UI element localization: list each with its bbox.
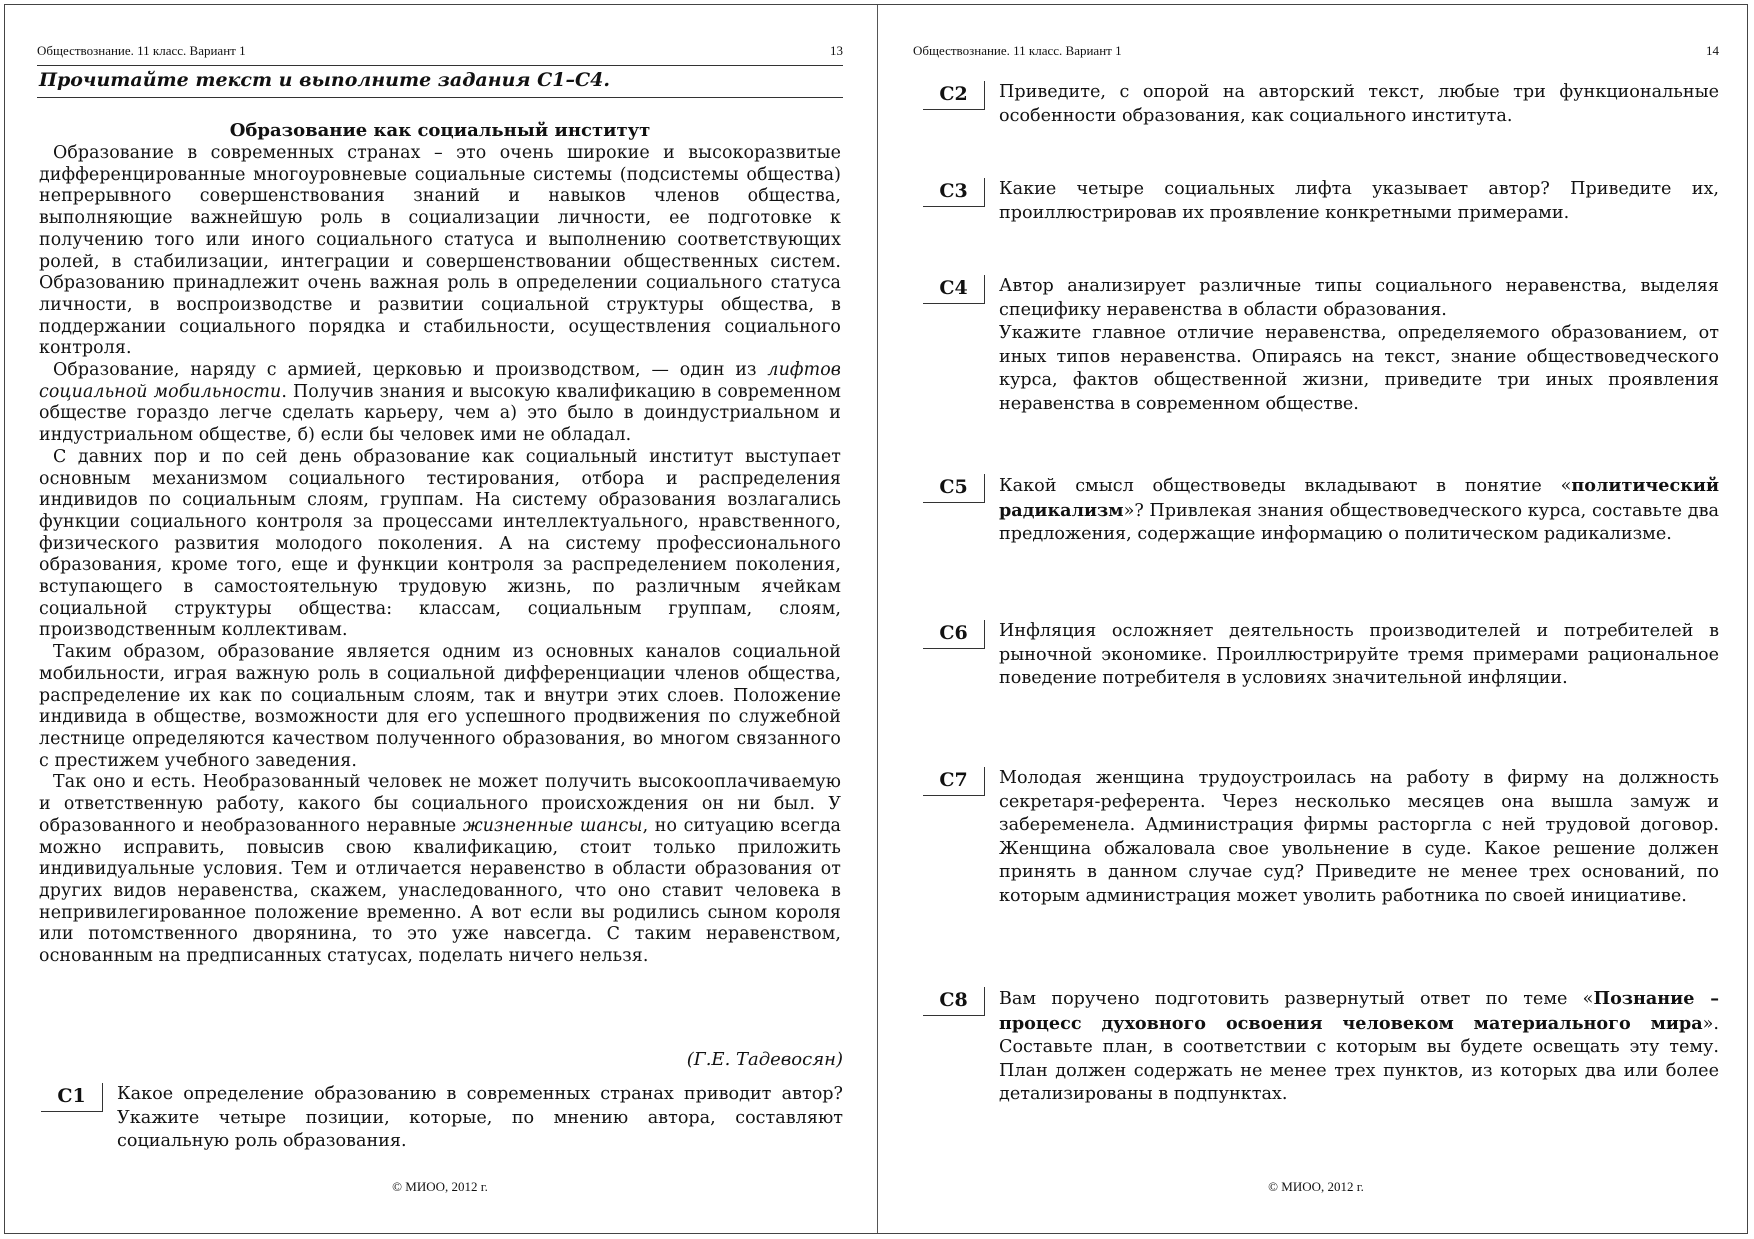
article-author: (Г.Е. Тадевосян)	[686, 1049, 843, 1070]
paragraph: С давних пор и по сей день образование как социальный институт выступает основным механизмом социального тестирования, отбора и распределения индивидов по социальным слоям, группам. На систему образования возлагались функции социального контроля за процессами интеллектуального, нравственного, физического развития молодого поколения. А на систему профессионального образования, кроме того, еще и функции контроля за распределением поколения, вступающего в самостоятельную трудовую жизнь, по различным ячейкам социальной структуры общества: классам, социальным группам, слоям, производственным коллективам.	[39, 446, 841, 641]
article-body	[39, 143, 841, 968]
task-c5	[913, 474, 1719, 547]
italic-term: лифтов социальной мобильности	[39, 360, 841, 402]
task-c3	[913, 178, 1719, 225]
header-title: Обществознание. 11 класс. Вариант 1	[913, 43, 1122, 58]
task-code: С6	[923, 620, 985, 649]
task-text: Какое определение образованию в современных странах приводит автор? Укажите четыре позиции, которые, по мнению автора, составляют социальную роль образования.	[117, 1084, 843, 1151]
task-text: Какой смысл обществоведы вкладывают в понятие «политический радикализм»? Привлекая знания обществоведческого курса, составьте два предложения, содержащие информацию о политическом радикализме.	[999, 475, 1719, 544]
task-text: Молодая женщина трудоустроилась на работу в фирму на должность секретаря-референта. Через несколько месяцев она вышла замуж и забеременела. Администрация фирмы расторгла с ней трудовой договор. Женщина обжаловала свое увольнение в суде. Какое решение должен принять в данном случае суд? Приведите не менее трех оснований, по которым администрация может уволить работника по своей инициативе.	[999, 768, 1719, 906]
task-code: С4	[923, 275, 985, 304]
task-c2	[913, 81, 1719, 128]
task-text: Инфляция осложняет деятельность производителей и потребителей в рыночной экономике. Проиллюстрируйте тремя примерами рациональное поведение потребителя в условиях значительной инфляции.	[999, 621, 1719, 688]
instruction: Прочитайте текст и выполните задания С1–С4.	[39, 69, 610, 91]
article-title: Образование как социальный институт	[229, 120, 651, 141]
task-code: С8	[923, 987, 985, 1016]
task-code: С5	[923, 474, 985, 503]
header-rule	[37, 65, 843, 66]
task-text-line: Укажите главное отличие неравенства, определяемого образованием, от иных типов неравенства. Опираясь на текст, знание обществоведческого курса, фактов общественной жизни, приведите три иных проявления неравенства в современном обществе.	[999, 323, 1719, 414]
task-c4	[913, 275, 1719, 416]
page-footer: © МИОО, 2012 г.	[1268, 1179, 1364, 1194]
task-c1	[37, 1083, 843, 1154]
italic-term: жизненные шансы	[462, 815, 643, 836]
paragraph: Так оно и есть. Необразованный человек не может получить высокооплачиваемую и ответственную работу, какого бы социального происхождения он ни был. У образованного и необразованного неравные жизненные шансы, но ситуацию всегда можно исправить, повысив свою квалификацию, стоит только приложить индивидуальные условия. Тем и отличается неравенство в области образования от других видов неравенства, скажем, унаследованного, что оно ставит человека в непривилегированное положение временно. А вот если вы родились сыном короля или потомственного дворянина, то это уже навсегда. С таким неравенством, основанным на предписанных статусах, поделать ничего нельзя.	[39, 772, 841, 967]
task-text	[999, 275, 1719, 416]
page-number: 13	[830, 43, 843, 58]
task-text: Какие четыре социальных лифта указывает автор? Приведите их, проиллюстрировав их проявление конкретными примерами.	[999, 179, 1719, 223]
task-text-line: Автор анализирует различные типы социального неравенства, выделяя специфику неравенства в области образования.	[999, 276, 1719, 320]
bold-term: политический радикализм	[999, 475, 1719, 521]
paragraph: Образование, наряду с армией, церковью и производством, — один из лифтов социальной мобильности. Получив знания и высокую квалификацию в современном обществе гораздо легче сделать карьеру, чем а) это было в доиндустриальном и индустриальном обществе, б) если бы человек ими не обладал.	[39, 360, 841, 446]
page-footer: © МИОО, 2012 г.	[392, 1179, 488, 1194]
paragraph: Образование в современных странах – это очень широкие и высокоразвитые дифференцированные многоуровневые социальные системы (подсистемы общества) непрерывного совершенствования знаний и навыков членов общества, выполняющие важнейшую роль в социализации личности, ее подготовке к получению того или иного социального статуса и выполнению соответствующих ролей, в стабилизации, интеграции и совершенствовании общественных систем. Образованию принадлежит очень важная роль в определении социального статуса личности, в воспроизводстве и развитии социальной структуры общества, в поддержании социального порядка и стабильности, осуществления социального контроля.	[39, 143, 841, 359]
header-title: Обществознание. 11 класс. Вариант 1	[37, 43, 246, 58]
task-code: С2	[923, 81, 985, 110]
task-code: С7	[923, 767, 985, 796]
task-c7	[913, 767, 1719, 908]
task-c6	[913, 620, 1719, 691]
task-text: Приведите, с опорой на авторский текст, любые три функциональные особенности образования, как социального института.	[999, 82, 1719, 126]
page-number: 14	[1706, 43, 1719, 58]
task-text: Вам поручено подготовить развернутый ответ по теме «Познание – процесс духовного освоения человеком материального мира». Составьте план, в соответствии с которым вы будете освещать эту тему. План должен содержать не менее трех пунктов, из которых два или более детализированы в подпунктах.	[999, 988, 1719, 1104]
task-code: С1	[41, 1083, 103, 1112]
document-spread	[4, 4, 1748, 1234]
running-header	[37, 43, 843, 59]
task-c8	[913, 987, 1719, 1107]
bold-term: Познание – процесс духовного освоения человеком материального мира	[999, 988, 1719, 1034]
task-code: С3	[923, 178, 985, 207]
instruction-rule	[37, 97, 843, 98]
running-header	[913, 43, 1719, 59]
page-divider	[877, 5, 878, 1233]
paragraph: Таким образом, образование является одним из основных каналов социальной мобильности, играя важную роль в социальной дифференциации членов общества, распределение их как по социальным слоям, так и внутри этих слоев. Положение индивида в обществе, возможности для его успешного продвижения по служебной лестнице определяются качеством полученного образования, во многом связанного с престижем учебного заведения.	[39, 642, 841, 771]
page-13	[37, 5, 843, 1233]
page-14	[913, 5, 1719, 1233]
